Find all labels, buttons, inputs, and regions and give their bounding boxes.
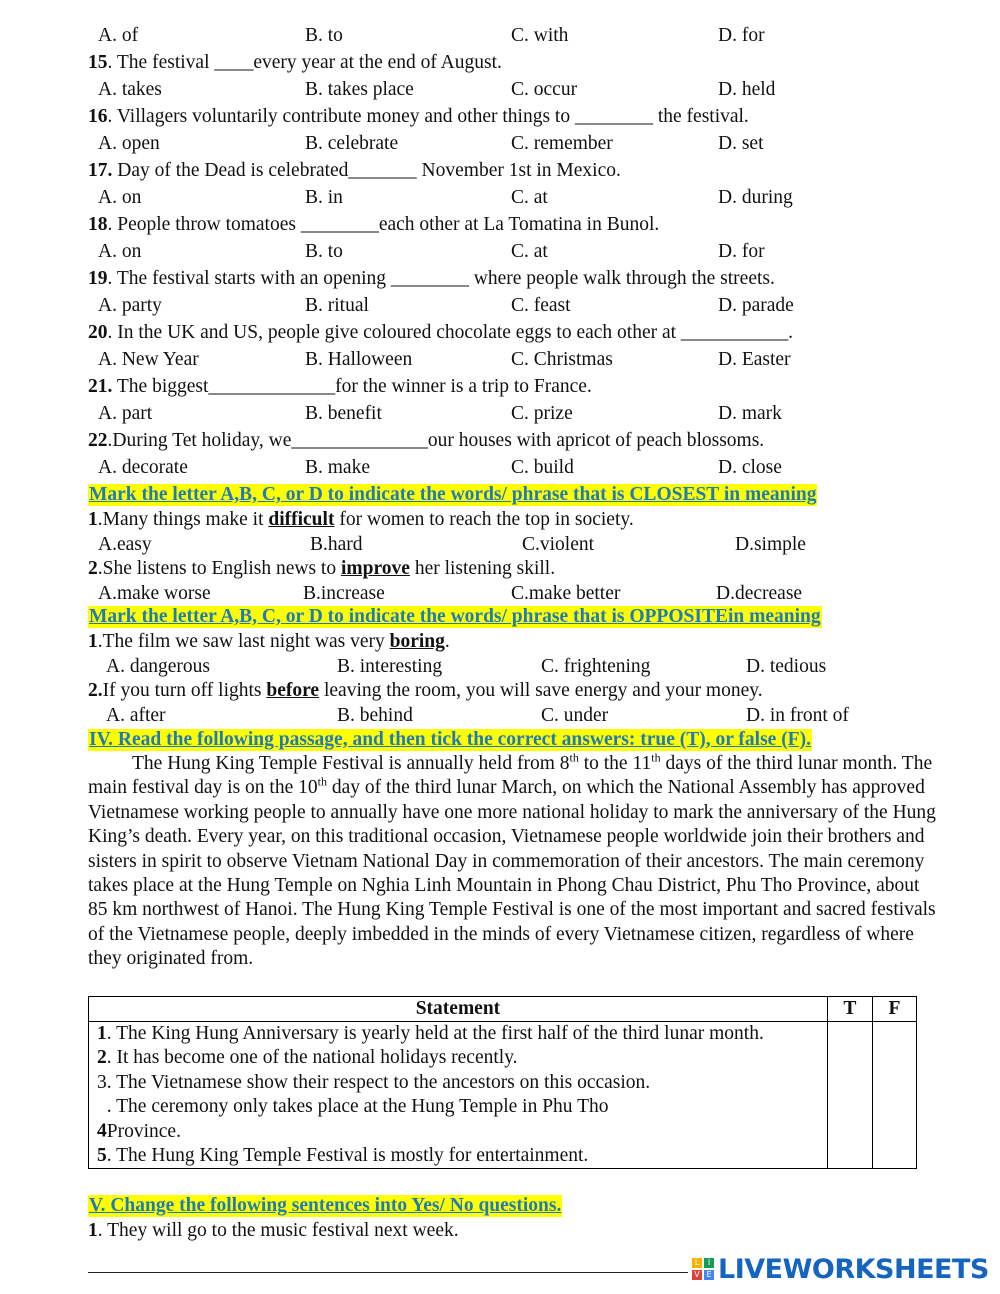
passage-text: day of the third lunar March, on which the National Assembly has approved Vietnamese working people to annually have one more national holiday to mark the anniversary of the Hung King’s death. Every year, on this traditional occasion, Vietnamese people worldwide join their brothers and sisters in spirit to observe Vietnam National Day in commemoration of their ancestors. The main ceremony takes place at the Hung Temple on Nghia Linh Mountain in Phong Chau District, Phu Tho Province, about 85 km northwest of Hanoi. The Hung King Temple Festival is one of the most important and sacred festivals of the Vietnamese people, deeply imbedded in the minds of every Vietnamese citizen, regardless of where they originated from. — [88, 777, 936, 970]
statement-text: . It has become one of the national holidays recently. — [106, 1047, 518, 1069]
question-17 — [88, 159, 621, 183]
question-number: 17. — [88, 160, 113, 181]
opposite-options-1 — [0, 655, 1000, 679]
question-text: .During Tet holiday, we______________our houses with apricot of peach blossoms. — [107, 430, 765, 451]
closest-options-1 — [0, 533, 1000, 557]
opposite-question-1 — [88, 630, 450, 654]
option-b[interactable]: B. interesting — [337, 656, 443, 677]
question-19 — [88, 267, 775, 291]
options-row-16 — [0, 132, 1000, 156]
statement-header: Statement — [89, 997, 828, 1022]
option-c[interactable]: C. at — [511, 187, 548, 208]
option-b[interactable]: B. to — [305, 25, 343, 46]
option-c[interactable]: C. prize — [511, 403, 573, 424]
option-b[interactable]: B.increase — [303, 583, 385, 604]
statement-text: . The King Hung Anniversary is yearly held at the first half of the third lunar month. — [106, 1023, 764, 1044]
logo-mark-icon — [692, 1258, 714, 1280]
section5-heading: V. Change the following sentences into Yes/ No questions. — [89, 1195, 562, 1216]
logo-tile: E — [704, 1270, 714, 1280]
option-a[interactable]: A. decorate — [98, 457, 188, 478]
option-b[interactable]: B. in — [305, 187, 343, 208]
question-16 — [88, 105, 749, 129]
opposite-question-2 — [88, 679, 763, 703]
option-c[interactable]: C. under — [541, 705, 609, 726]
table-row — [89, 1022, 917, 1169]
question-number: 21. — [88, 376, 113, 397]
options-row-19 — [0, 294, 1000, 318]
option-d[interactable]: D. held — [718, 79, 776, 100]
question-number: 16 — [88, 106, 108, 127]
question-number: 15 — [88, 52, 108, 73]
statement-1 — [97, 1022, 819, 1046]
question-number: 18 — [88, 214, 108, 235]
statement-3 — [97, 1071, 819, 1095]
statement-number: 2 — [97, 1047, 107, 1069]
closest-heading: Mark the letter A,B, C, or D to indicate the words/ phrase that is CLOSEST in meaning — [89, 484, 817, 505]
option-c[interactable]: C. with — [511, 25, 569, 46]
question-number: 20 — [88, 322, 108, 343]
question-number: 22 — [88, 430, 108, 451]
option-a[interactable]: A.make worse — [98, 583, 211, 604]
table-header-row — [89, 997, 917, 1022]
question-text-post: for women to reach the top in society. — [334, 509, 634, 530]
question-text-post: leaving the room, you will save energy and your money. — [319, 680, 763, 701]
option-a[interactable]: A. open — [98, 133, 160, 154]
option-c[interactable]: C. build — [511, 457, 574, 478]
option-c[interactable]: C.make better — [511, 583, 621, 604]
question-22 — [88, 429, 764, 453]
question-text-post: . — [444, 631, 450, 652]
option-b[interactable]: B.hard — [310, 534, 363, 555]
option-a[interactable]: A. takes — [98, 79, 162, 100]
question-number: 1 — [88, 509, 98, 530]
option-a[interactable]: A.easy — [98, 534, 152, 555]
options-row-15 — [0, 78, 1000, 102]
question-text: . The festival ____every year at the end of August. — [107, 52, 502, 73]
question-text-post: her listening skill. — [409, 558, 556, 579]
question-18 — [88, 213, 659, 237]
false-header: F — [872, 997, 916, 1022]
question-text: . In the UK and US, people give coloured chocolate eggs to each other at ___________. — [107, 322, 794, 343]
option-c[interactable]: C. feast — [511, 295, 571, 316]
logo-tile: L — [692, 1258, 702, 1268]
statement-text: 3. The Vietnamese show their respect to the ancestors on this occasion. — [97, 1071, 651, 1093]
option-a[interactable]: A. part — [98, 403, 153, 424]
option-c[interactable]: C. remember — [511, 133, 613, 154]
option-c[interactable]: C.violent — [522, 534, 595, 555]
logo-wordmark: LIVEWORKSHEETS — [718, 1253, 989, 1285]
section5-question-1 — [88, 1219, 459, 1243]
option-b[interactable]: B. celebrate — [305, 133, 399, 154]
question-number: 1 — [88, 631, 98, 652]
statement-number: 4 — [97, 1120, 107, 1142]
option-a[interactable]: A. of — [98, 25, 139, 46]
option-d[interactable]: D. in front of — [746, 705, 849, 726]
opposite-heading: Mark the letter A,B, C, or D to indicate the words/ phrase that is OPPOSITEin meaning — [89, 606, 821, 627]
option-a[interactable]: A. on — [98, 241, 142, 262]
option-a[interactable]: A. party — [98, 295, 162, 316]
question-number: 1 — [88, 1220, 98, 1241]
statement-text: . The Hung King Temple Festival is mostly for entertainment. — [106, 1145, 589, 1167]
statements-cell — [89, 1022, 828, 1169]
option-b[interactable]: B. Halloween — [305, 349, 413, 370]
true-false-table — [88, 996, 917, 1169]
key-word: difficult — [268, 509, 335, 530]
option-b[interactable]: B. takes place — [305, 79, 414, 100]
question-text: Day of the Dead is celebrated_______ November 1st in Mexico. — [112, 160, 621, 181]
option-d[interactable]: D. parade — [718, 295, 794, 316]
false-answer-cell[interactable] — [872, 1022, 916, 1169]
statement-4 — [97, 1095, 819, 1144]
question-text: . The festival starts with an opening ________ where people walk through the streets. — [107, 268, 775, 289]
option-d[interactable]: D. tedious — [746, 656, 827, 677]
superscript: th — [317, 774, 327, 789]
opposite-options-2 — [0, 704, 1000, 728]
logo-tile: I — [704, 1258, 714, 1268]
key-word: improve — [340, 558, 410, 579]
statement-number: 5 — [97, 1145, 107, 1167]
question-text: . They will go to the music festival next week. — [97, 1220, 459, 1241]
question-text: . People throw tomatoes ________each other at La Tomatina in Bunol. — [107, 214, 660, 235]
option-b[interactable]: B. make — [305, 457, 370, 478]
question-text-pre: .Many things make it — [97, 509, 269, 530]
statement-2 — [97, 1046, 819, 1070]
options-row-22 — [0, 456, 1000, 480]
option-d[interactable]: D. for — [718, 25, 765, 46]
statement-5 — [97, 1144, 819, 1168]
option-d[interactable]: D. mark — [718, 403, 782, 424]
option-a[interactable]: A. after — [106, 705, 166, 726]
question-text-pre: .She listens to English news to — [97, 558, 341, 579]
option-d[interactable]: D. for — [718, 241, 765, 262]
option-c[interactable]: C. Christmas — [511, 349, 613, 370]
options-row-21 — [0, 402, 1000, 426]
option-a[interactable]: A. dangerous — [106, 656, 210, 677]
option-c[interactable]: C. occur — [511, 79, 578, 100]
key-word: before — [266, 680, 320, 701]
option-d[interactable]: D.simple — [735, 534, 806, 555]
question-text: The biggest_____________for the winner is a trip to France. — [112, 376, 592, 397]
option-a[interactable]: A. on — [98, 187, 142, 208]
answer-line[interactable] — [88, 1272, 688, 1273]
reading-passage — [88, 752, 943, 972]
question-21 — [88, 375, 592, 399]
options-row-17 — [0, 186, 1000, 210]
option-d[interactable]: D. set — [718, 133, 764, 154]
passage-text: days of the third lunar month. The main festival day is on the 10 — [88, 753, 933, 799]
option-c[interactable]: C. frightening — [541, 656, 651, 677]
question-15 — [88, 51, 502, 75]
true-answer-cell[interactable] — [827, 1022, 872, 1169]
option-b[interactable]: B. to — [305, 241, 343, 262]
options-row-20 — [0, 348, 1000, 372]
option-c[interactable]: C. at — [511, 241, 548, 262]
options-row-14 — [0, 24, 1000, 48]
statement-number: 1 — [97, 1023, 107, 1044]
option-d[interactable]: D. Easter — [718, 349, 791, 370]
option-d[interactable]: D. close — [718, 457, 782, 478]
option-b[interactable]: B. benefit — [305, 403, 382, 424]
question-20 — [88, 321, 793, 345]
question-number: 2. — [88, 680, 103, 701]
passage-paragraph — [88, 752, 943, 972]
options-row-18 — [0, 240, 1000, 264]
true-header: T — [827, 997, 872, 1022]
superscript: th — [651, 750, 661, 765]
key-word: boring — [389, 631, 445, 652]
option-d[interactable]: D. during — [718, 187, 793, 208]
question-text-pre: .The film we saw last night was very — [97, 631, 390, 652]
superscript: th — [569, 750, 579, 765]
option-a[interactable]: A. New Year — [98, 349, 199, 370]
statement-text: . The ceremony only takes place at the Hung Temple in Phu Tho Province. — [106, 1096, 609, 1142]
option-d[interactable]: D.decrease — [716, 583, 803, 604]
liveworksheets-logo — [692, 1252, 989, 1286]
option-b[interactable]: B. ritual — [305, 295, 369, 316]
passage-text: to the 11 — [578, 753, 652, 774]
closest-question-2 — [88, 557, 555, 581]
passage-text: The Hung King Temple Festival is annually held from 8 — [132, 753, 570, 774]
question-number: 19 — [88, 268, 108, 289]
reading-heading: IV. Read the following passage, and then tick the correct answers: true (T), or false (F). — [89, 729, 811, 750]
question-text-pre: If you turn off lights — [102, 680, 267, 701]
closest-question-1 — [88, 508, 634, 532]
question-number: 2 — [88, 558, 98, 579]
logo-tile: V — [692, 1270, 702, 1280]
question-text: . Villagers voluntarily contribute money and other things to ________ the festival. — [107, 106, 749, 127]
closest-options-2 — [0, 582, 1000, 606]
option-b[interactable]: B. behind — [337, 705, 413, 726]
